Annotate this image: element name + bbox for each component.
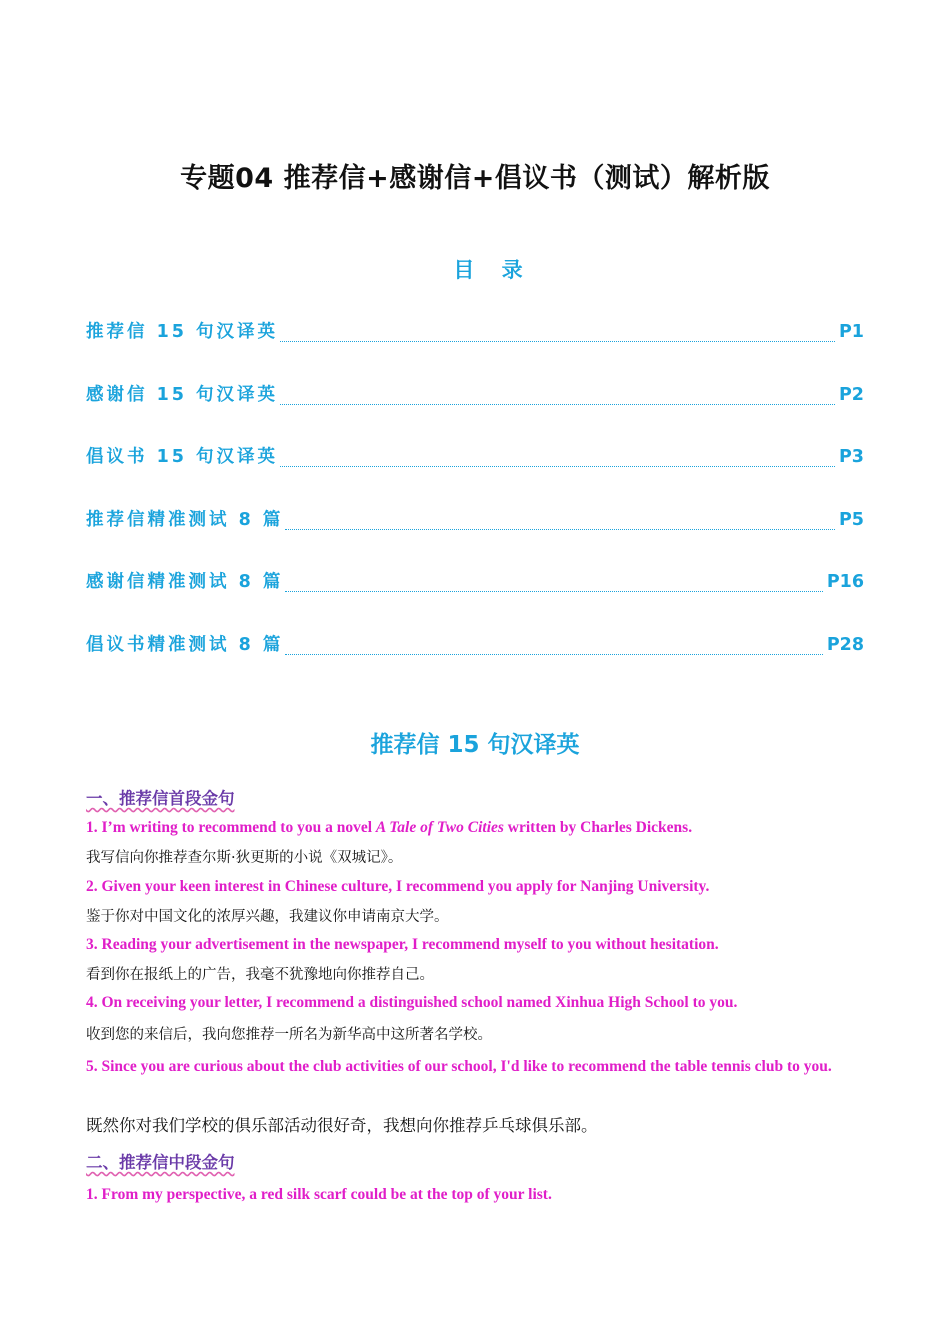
toc-entry-page: P16	[826, 572, 864, 592]
toc-leader-dots	[285, 653, 822, 655]
sentence-english-text: 1. I’m writing to recommend to you a novel	[86, 819, 376, 836]
toc-leader-dots	[285, 528, 835, 530]
toc-entry-page: P3	[838, 447, 864, 467]
table-of-contents	[86, 318, 864, 659]
toc-entry-label: 推荐信 15 句汉译英	[86, 322, 279, 342]
book-title: A Tale of Two Cities	[375, 819, 504, 836]
toc-leader-dots	[280, 403, 835, 405]
subsection-heading: 一、推荐信首段金句	[86, 789, 235, 808]
sentence-chinese: 既然你对我们学校的俱乐部活动很好奇，我想向你推荐乒乓球俱乐部。	[86, 1116, 598, 1135]
document-title: 专题04 推荐信+感谢信+倡议书（测试）解析版	[180, 163, 770, 194]
sentence-chinese: 看到你在报纸上的广告，我毫不犹豫地向你推荐自己。	[86, 967, 434, 983]
sentence-english-text: written by Charles Dickens.	[503, 819, 693, 836]
toc-entry-label: 感谢信 15 句汉译英	[86, 384, 279, 405]
sentence-chinese: 收到您的来信后，我向您推荐一所名为新华高中这所著名学校。	[86, 1027, 492, 1043]
toc-entry[interactable]	[86, 534, 864, 597]
sentence-english: 2. Given your keen interest in Chinese culture, I recommend you apply for Nanjing University.	[86, 878, 710, 895]
toc-entry[interactable]	[86, 409, 864, 472]
subsection-heading: 二、推荐信中段金句	[86, 1153, 235, 1172]
toc-entry-label: 感谢信精准测试 8 篇	[86, 572, 284, 592]
toc-entry-label: 倡议书精准测试 8 篇	[86, 634, 284, 655]
toc-entry-page: P5	[838, 509, 864, 530]
toc-leader-dots	[280, 340, 835, 342]
toc-entry[interactable]	[86, 471, 864, 534]
toc-entry-label: 倡议书 15 句汉译英	[86, 447, 279, 467]
sentence-english: 3. Reading your advertisement in the newspaper, I recommend myself to you without hesitation.	[86, 936, 719, 953]
toc-entry[interactable]	[86, 596, 864, 659]
toc-entry[interactable]	[86, 346, 864, 409]
toc-entry[interactable]	[86, 318, 864, 346]
toc-entry-page: P1	[838, 322, 864, 342]
toc-leader-dots	[285, 590, 822, 592]
sentence-english: 1. From my perspective, a red silk scarf could be at the top of your list.	[86, 1186, 552, 1203]
toc-leader-dots	[280, 465, 835, 467]
sentence-english: 4. On receiving your letter, I recommend a distinguished school named Xinhua High School to you.	[86, 994, 738, 1011]
section-title: 推荐信 15 句汉译英	[370, 732, 580, 758]
sentence-english: 5. Since you are curious about the club activities of our school, I'd like to recommend the table tennis club to you.	[86, 1058, 832, 1075]
toc-entry-label: 推荐信精准测试 8 篇	[86, 509, 284, 530]
sentence-chinese: 鉴于你对中国文化的浓厚兴趣，我建议你申请南京大学。	[86, 909, 449, 925]
sentence-chinese: 我写信向你推荐查尔斯·狄更斯的小说《双城记》。	[86, 850, 403, 866]
sentence-english	[86, 813, 866, 842]
toc-entry-page: P2	[838, 384, 864, 405]
toc-entry-page: P28	[826, 634, 864, 655]
toc-heading: 目 录	[453, 258, 533, 282]
